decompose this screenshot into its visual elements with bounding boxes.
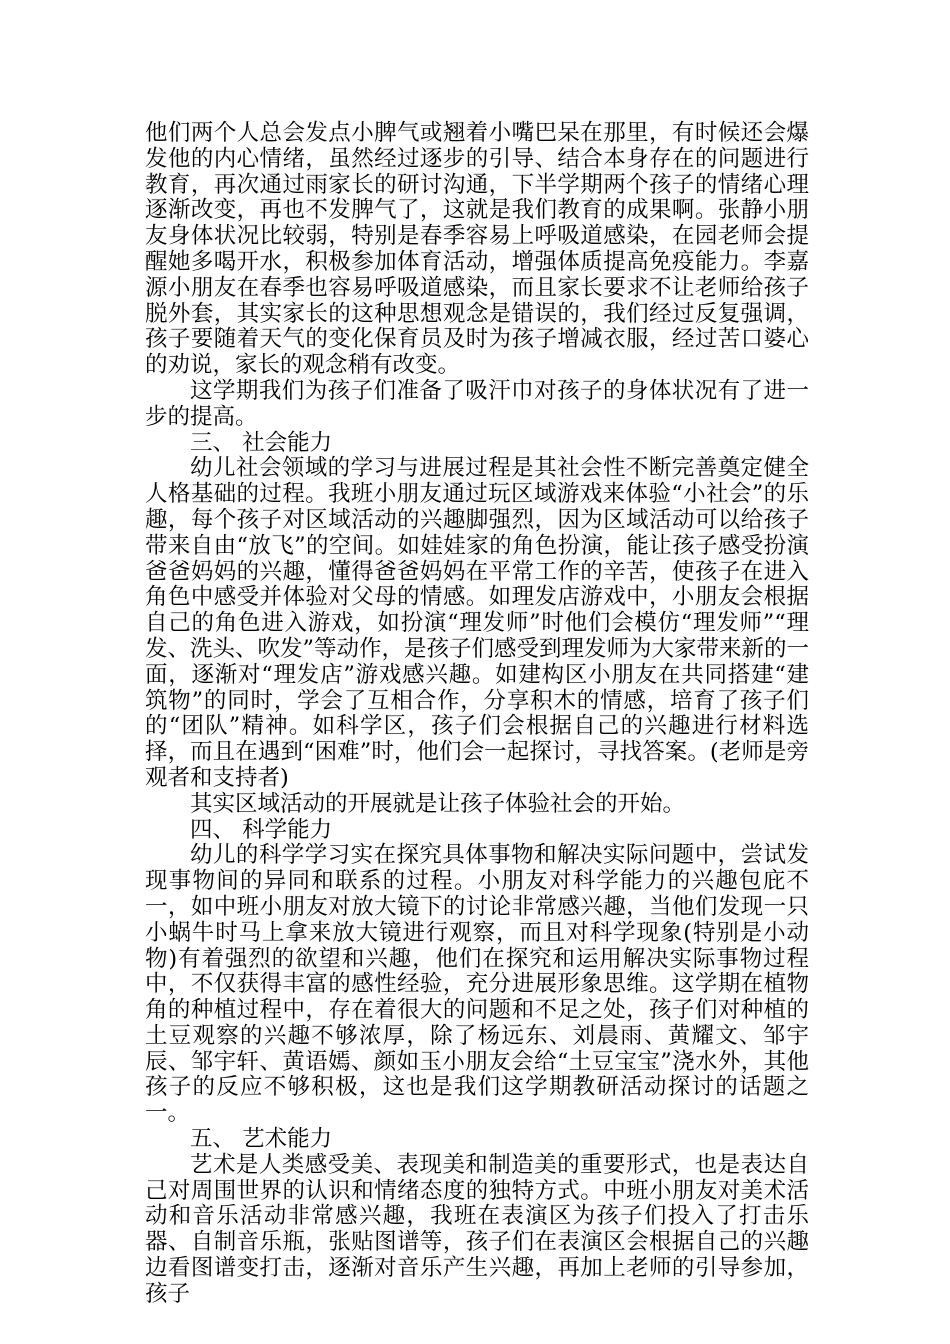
paragraph-continuation: 他们两个人总会发点小脾气或翘着小嘴巴呆在那里，有时候还会爆发他的内心情绪，虽然经过逐步的引导、结合本身存在的问题进行教育，再次通过雨家长的研讨沟通，下半学期两个孩子的情绪心理逐渐改变，再也不发脾气了，这就是我们教育的成果啊。张静小朋友身体状况比较弱，特别是春季容易上呼吸道感染，在园老师会提醒她多喝开水，积极参加体育活动，增强体质提高免疫能力。李嘉源小朋友在春季也容易呼吸道感染，而且家长要求不让老师给孩子脱外套，其实家长的这种思想观念是错误的，我们经过反复强调，孩子要随着天气的变化保育员及时为孩子增减衣服，经过苦口婆心的劝说，家长的观念稍有改变。 [145, 120, 809, 379]
paragraph-area-activity: 其实区域活动的开展就是让孩子体验社会的开始。 [190, 790, 686, 817]
paragraph-science-ability: 幼儿的科学学习实在探究具体事物和解决实际问题中，尝试发现事物间的异同和联系的过程。小朋友对科学能力的兴趣包庇不一，如中班小朋友对放大镜下的讨论非常感兴趣，当他们发现一只小蜗牛时马上拿来放大镜进行观察，而且对科学现象(特别是小动物)有着强烈的欲望和兴趣，他们在探究和运用解决实际事物过程中，不仅获得丰富的感性经验，充分进展形象思维。这学期在植物角的种植过程中，存在着很大的问题和不足之处，孩子们对种植的土豆观察的兴趣不够浓厚，除了杨远东、刘晨雨、黄耀文、邹宇辰、邹宇轩、黄语嫣、颜如玉小朋友会给“土豆宝宝”浇水外，其他孩子的反应不够积极，这也是我们这学期教研活动探讨的话题之一。 [145, 842, 809, 1127]
paragraph-sweat-towel: 这学期我们为孩子们准备了吸汗巾对孩子的身体状况有了进一步的提高。 [145, 377, 809, 430]
section-heading-social: 三、 社会能力 [190, 429, 333, 456]
section-heading-art: 五、 艺术能力 [190, 1126, 333, 1153]
document-body [145, 121, 809, 1308]
paragraph-art-ability: 艺术是人类感受美、表现美和制造美的重要形式，也是表达自己对周围世界的认识和情绪态度的独特方式。中班小朋友对美术活动和音乐活动非常感兴趣，我班在表演区为孩子们投入了打击乐器、自制音乐瓶，张贴图谱等，孩子们在表演区会根据自己的兴趣边看图谱变打击，逐渐对音乐产生兴趣，再加上老师的引导参加，孩子 [145, 1151, 809, 1307]
paragraph-social-ability: 幼儿社会领域的学习与进展过程是其社会性不断完善奠定健全人格基础的过程。我班小朋友通过玩区域游戏来体验“小社会”的乐趣，每个孩子对区域活动的兴趣脚强烈，因为区域活动可以给孩子带来自由“放飞”的空间。如娃娃家的角色扮演，能让孩子感受扮演爸爸妈妈的兴趣，懂得爸爸妈妈在平常工作的辛苦，使孩子在进入角色中感受并体验对父母的情感。如理发店游戏中，小朋友会根据自己的角色进入游戏，如扮演“理发师”时他们会模仿“理发师”“理发、洗头、吹发”等动作，是孩子们感受到理发师为大家带来新的一面，逐渐对“理发店”游戏感兴趣。如建构区小朋友在共同搭建“建筑物”的同时，学会了互相合作，分享积木的情感，培育了孩子们的“团队”精神。如科学区，孩子们会根据自己的兴趣进行材料选择，而且在遇到“困难”时，他们会一起探讨，寻找答案。(老师是旁观者和支持者) [145, 455, 810, 791]
section-heading-science: 四、 科学能力 [190, 816, 333, 843]
